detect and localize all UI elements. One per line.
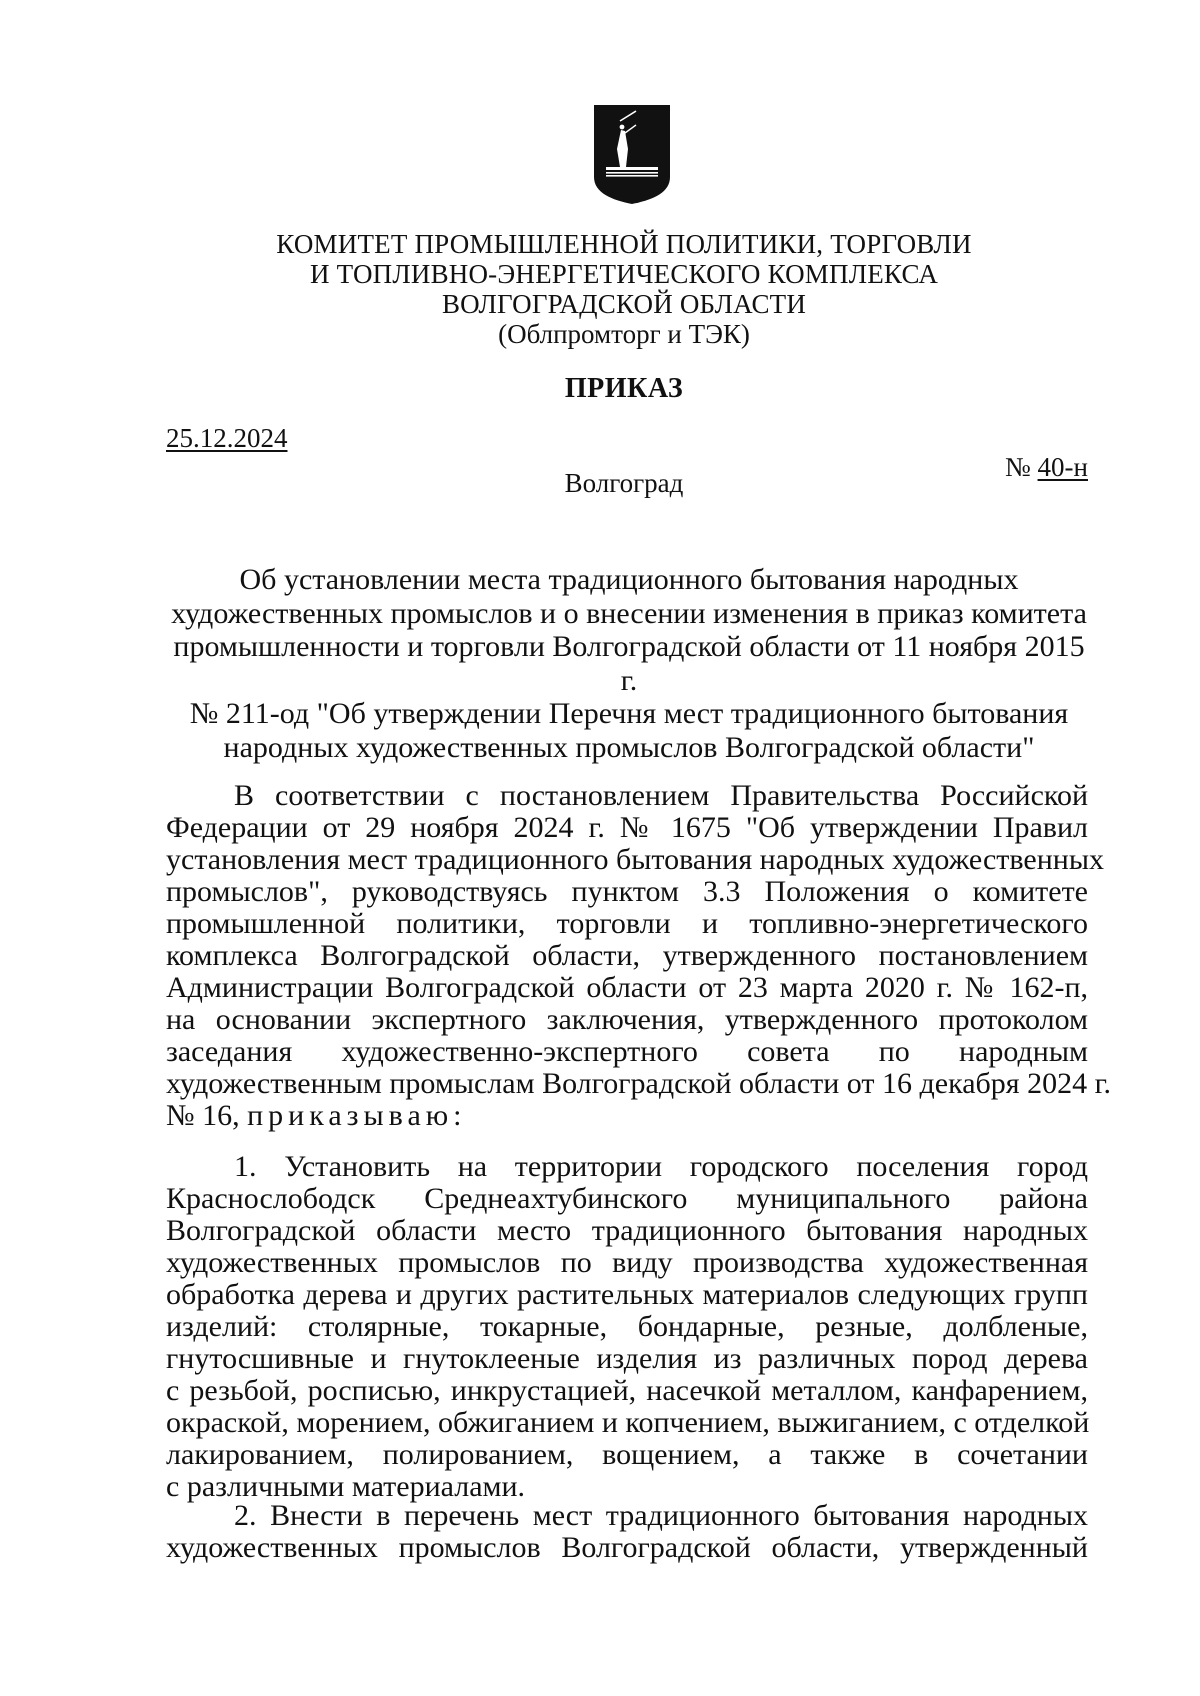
preamble-line: [166, 1100, 1088, 1132]
title-line: Об установлении места традиционного бытования народных: [239, 563, 1019, 596]
title-line: художественных промыслов и о внесении изменения в приказ комитета: [171, 596, 1087, 630]
organization-abbreviation: (Облпромторг и ТЭК): [498, 319, 750, 349]
document-date: 25.12.2024: [166, 423, 288, 453]
preamble-paragraph: [166, 779, 1112, 1132]
preamble-line: промыслов", руководствуясь пунктом 3.3 Положения о комитете: [166, 875, 1088, 908]
item-2-paragraph: [166, 1500, 1088, 1564]
organization-name: [160, 229, 1088, 319]
title-line: № 211-од "Об утверждении Перечня мест традиционного бытования: [189, 697, 1069, 730]
item-1-line: Волгоградской области место традиционного бытования народных: [166, 1214, 1088, 1247]
item-1-line: гнутосшивные и гнутоклееные изделия из различных пород дерева: [166, 1342, 1088, 1375]
organization-name-line: КОМИТЕТ ПРОМЫШЛЕННОЙ ПОЛИТИКИ, ТОРГОВЛИ: [276, 229, 972, 259]
item-1-line: обработка дерева и других растительных материалов следующих групп: [166, 1278, 1088, 1311]
preamble-line: промышленной политики, торговли и топливно-энергетического: [166, 907, 1088, 940]
item-1-line: окраской, морением, обжиганием и копчением, выжиганием, с отделкой: [166, 1406, 1090, 1439]
title-line: народных художественных промыслов Волгоградской области": [223, 730, 1035, 764]
preamble-line: заседания художественно-экспертного совета по народным: [166, 1035, 1088, 1068]
document-city: Волгоград: [564, 468, 684, 498]
volgograd-emblem-icon: [592, 103, 672, 205]
preamble-line: В соответствии с постановлением Правительства Российской: [234, 779, 1088, 812]
preamble-order-number: № 16,: [166, 1099, 248, 1132]
preamble-line: Федерации от 29 ноября 2024 г. № 1675 "Об утверждении Правил: [166, 811, 1088, 844]
preamble-line: Администрации Волгоградской области от 23 марта 2020 г. № 162-п,: [166, 971, 1088, 1004]
title-line: промышленности и торговли Волгоградской области от 11 ноября 2015 г.: [173, 630, 1085, 697]
preamble-line: художественным промыслам Волгоградской области от 16 декабря 2024 г.: [166, 1067, 1112, 1100]
preamble-line: установления мест традиционного бытования народных художественных: [166, 843, 1104, 876]
item-1-line: изделий: столярные, токарные, бондарные, резные, долбленые,: [166, 1310, 1088, 1343]
item-2-line: художественных промыслов Волгоградской области, утвержденный: [166, 1531, 1088, 1564]
item-1-line: художественных промыслов по виду производства художественная: [166, 1246, 1088, 1279]
document-type: ПРИКАЗ: [564, 373, 684, 404]
document-number-value: 40-н: [1037, 452, 1088, 482]
preamble-line: на основании экспертного заключения, утвержденного протоколом: [166, 1003, 1088, 1036]
item-2-line: 2. Внести в перечень мест традиционного бытования народных: [234, 1499, 1088, 1532]
item-1-line: с резьбой, росписью, инкрустацией, насечкой металлом, канфарением,: [166, 1374, 1088, 1407]
document-number-prefix: №: [1005, 452, 1038, 482]
organization-name-line: ВОЛГОГРАДСКОЙ ОБЛАСТИ: [441, 289, 807, 319]
order-verb: приказываю:: [247, 1099, 467, 1132]
item-1-line: лакированием, полированием, вощением, а также в сочетании: [166, 1438, 1088, 1471]
item-1-line: 1. Установить на территории городского поселения город: [234, 1150, 1088, 1183]
organization-name-line: И ТОПЛИВНО-ЭНЕРГЕТИЧЕСКОГО КОМПЛЕКСА: [309, 259, 939, 289]
item-1-paragraph: [166, 1151, 1088, 1503]
document-title: [170, 563, 1088, 764]
item-1-line: Краснослободск Среднеахтубинского муниципального района: [166, 1182, 1088, 1215]
item-1-line: с различными материалами.: [166, 1470, 526, 1503]
preamble-line: комплекса Волгоградской области, утвержденного постановлением: [166, 939, 1088, 972]
